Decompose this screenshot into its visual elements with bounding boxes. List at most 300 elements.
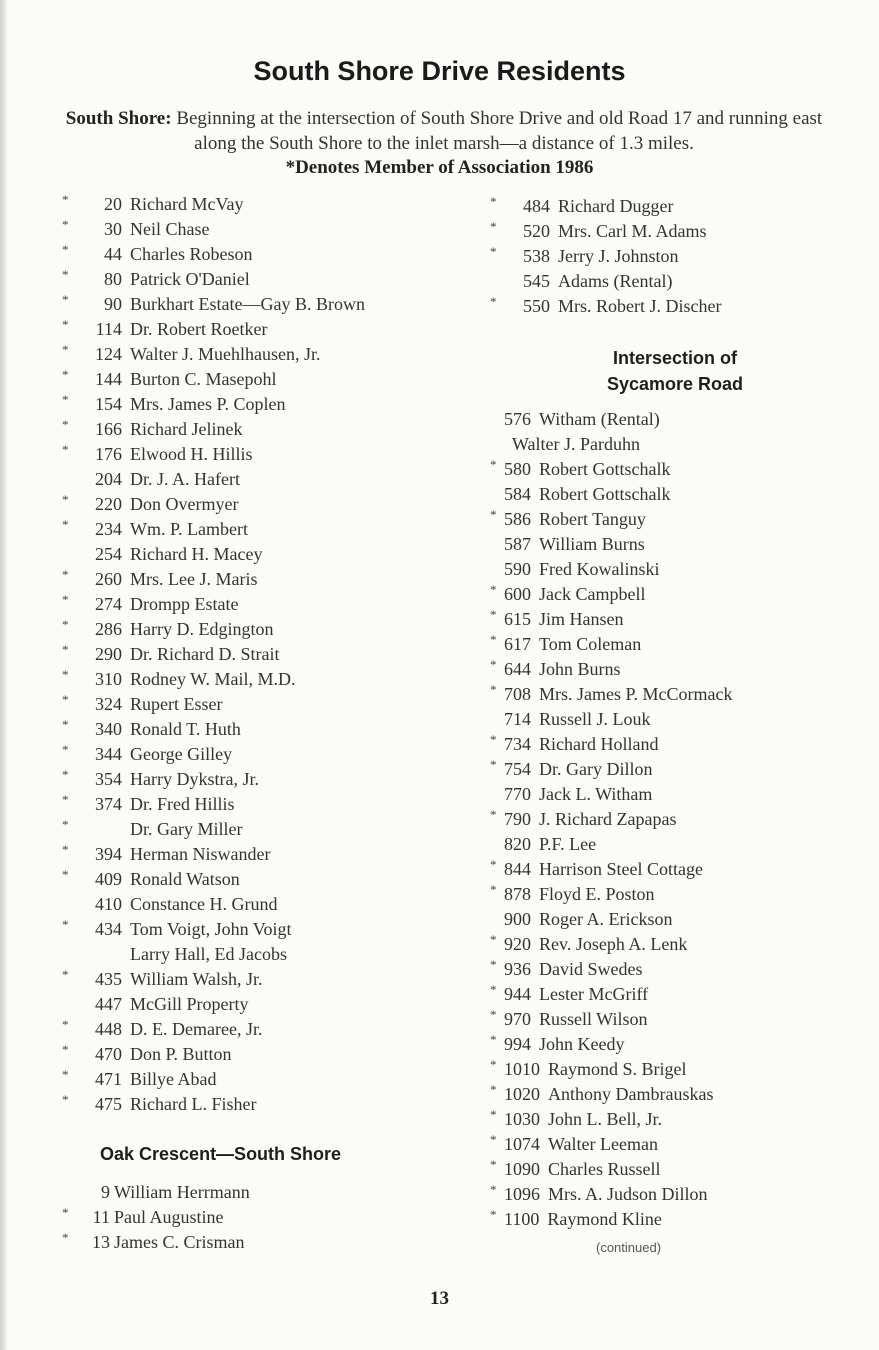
sycamore-heading-line1: Intersection of xyxy=(612,348,737,368)
resident-name: McGill Property xyxy=(130,994,249,1014)
house-number: 410 xyxy=(95,894,122,914)
member-star: * xyxy=(490,932,497,947)
member-star: * xyxy=(62,1042,69,1057)
member-star xyxy=(490,907,504,932)
resident-name: Mrs. James P. McCormack xyxy=(539,684,733,704)
resident-row xyxy=(62,617,442,642)
resident-name: Mrs. Robert J. Discher xyxy=(558,296,722,316)
resident-row xyxy=(62,1180,362,1205)
resident-name: Tom Voigt, John Voigt xyxy=(130,919,292,939)
resident-row xyxy=(62,342,442,367)
house-number: 144 xyxy=(95,369,122,389)
resident-row xyxy=(62,592,442,617)
resident-row xyxy=(62,1067,442,1092)
resident-row xyxy=(490,607,850,632)
house-number: 114 xyxy=(95,319,122,339)
resident-row xyxy=(62,742,442,767)
house-number: 1030 xyxy=(504,1109,540,1129)
house-number: 1100 xyxy=(504,1209,540,1229)
house-number: 260 xyxy=(95,569,122,589)
house-number: 770 xyxy=(504,784,531,804)
member-star: * xyxy=(490,194,497,209)
resident-row xyxy=(490,657,850,682)
resident-name: Neil Chase xyxy=(130,219,210,239)
member-star: * xyxy=(62,1230,69,1245)
resident-row xyxy=(490,269,850,294)
member-star: * xyxy=(490,1007,497,1022)
house-number: 617 xyxy=(504,634,531,654)
house-number: 484 xyxy=(523,196,550,216)
page-title: South Shore Drive Residents xyxy=(253,56,626,86)
house-number: 344 xyxy=(95,744,122,764)
member-star: * xyxy=(490,1082,497,1097)
resident-name: Elwood H. Hillis xyxy=(130,444,253,464)
member-star: * xyxy=(62,817,69,832)
member-legend: *Denotes Member of Association 1986 xyxy=(285,157,594,178)
resident-row xyxy=(490,782,850,807)
resident-name: Constance H. Grund xyxy=(130,894,278,914)
house-number: 447 xyxy=(95,994,122,1014)
resident-row xyxy=(62,692,442,717)
resident-name: John L. Bell, Jr. xyxy=(548,1109,663,1129)
house-number: 1074 xyxy=(504,1134,540,1154)
resident-name: Robert Gottschalk xyxy=(539,484,671,504)
oak-crescent-list xyxy=(62,1180,362,1255)
resident-row xyxy=(490,219,850,244)
house-number: 1010 xyxy=(504,1059,540,1079)
member-star: * xyxy=(490,1182,497,1197)
member-star xyxy=(62,992,76,1017)
resident-name: Jerry J. Johnston xyxy=(558,246,679,266)
house-number: 374 xyxy=(95,794,122,814)
house-number xyxy=(76,942,130,967)
oak-crescent-heading: Oak Crescent—South Shore xyxy=(100,1144,342,1164)
resident-row xyxy=(490,457,850,482)
resident-row xyxy=(490,294,850,319)
resident-row xyxy=(490,682,850,707)
member-star: * xyxy=(62,267,69,282)
resident-row xyxy=(62,967,442,992)
house-number: 820 xyxy=(504,834,531,854)
resident-name: George Gilley xyxy=(130,744,233,764)
resident-row xyxy=(490,482,850,507)
house-number: 994 xyxy=(504,1034,531,1054)
member-star: * xyxy=(62,617,69,632)
resident-row xyxy=(62,817,442,842)
resident-name: Charles Russell xyxy=(548,1159,661,1179)
member-star xyxy=(62,542,76,567)
member-star: * xyxy=(62,767,69,782)
member-star: * xyxy=(490,1207,497,1222)
resident-name: Don Overmyer xyxy=(130,494,239,514)
resident-name: P.F. Lee xyxy=(539,834,597,854)
house-number: 545 xyxy=(523,271,550,291)
member-star xyxy=(62,942,76,967)
left-resident-list xyxy=(62,192,442,1117)
resident-row xyxy=(490,1007,850,1032)
resident-name: Russell Wilson xyxy=(539,1009,648,1029)
member-star: * xyxy=(62,442,69,457)
resident-row xyxy=(62,717,442,742)
resident-name: Walter J. Parduhn xyxy=(512,434,641,454)
house-number: 11 xyxy=(92,1207,110,1227)
house-number: 471 xyxy=(95,1069,122,1089)
member-star: * xyxy=(490,682,497,697)
house-number: 286 xyxy=(95,619,122,639)
member-star: * xyxy=(490,1132,497,1147)
resident-name: Dr. Fred Hillis xyxy=(130,794,235,814)
resident-row xyxy=(490,557,850,582)
resident-name: Fred Kowalinski xyxy=(539,559,660,579)
resident-name: Richard Dugger xyxy=(558,196,674,216)
resident-name: William Burns xyxy=(539,534,645,554)
house-number: 13 xyxy=(92,1232,110,1252)
resident-row xyxy=(490,532,850,557)
house-number: 9 xyxy=(101,1182,110,1202)
resident-row xyxy=(62,1205,362,1230)
resident-row xyxy=(490,194,850,219)
resident-row xyxy=(62,767,442,792)
resident-row xyxy=(62,417,442,442)
resident-name: Richard Holland xyxy=(539,734,659,754)
resident-row xyxy=(62,367,442,392)
member-star: * xyxy=(490,732,497,747)
member-star xyxy=(490,532,504,557)
resident-name: Billye Abad xyxy=(130,1069,217,1089)
member-star: * xyxy=(62,842,69,857)
house-number: 520 xyxy=(523,221,550,241)
resident-row xyxy=(62,1042,442,1067)
resident-row xyxy=(490,1082,850,1107)
resident-row xyxy=(490,957,850,982)
resident-row xyxy=(62,392,442,417)
resident-name: James C. Crisman xyxy=(114,1232,245,1252)
resident-row xyxy=(490,1107,850,1132)
house-number: 538 xyxy=(523,246,550,266)
house-number: 844 xyxy=(504,859,531,879)
resident-row xyxy=(62,192,442,217)
resident-row xyxy=(62,992,442,1017)
member-star xyxy=(490,482,504,507)
member-star: * xyxy=(490,1057,497,1072)
resident-name: Ronald Watson xyxy=(130,869,240,889)
member-star: * xyxy=(62,717,69,732)
house-number: 900 xyxy=(504,909,531,929)
member-star: * xyxy=(490,582,497,597)
house-number: 234 xyxy=(95,519,122,539)
resident-name: Rev. Joseph A. Lenk xyxy=(539,934,688,954)
house-number: 1090 xyxy=(504,1159,540,1179)
member-star: * xyxy=(62,342,69,357)
house-number xyxy=(504,432,512,457)
resident-name: D. E. Demaree, Jr. xyxy=(130,1019,263,1039)
member-star: * xyxy=(62,292,69,307)
resident-name: J. Richard Zapapas xyxy=(539,809,677,829)
resident-name: Harry D. Edgington xyxy=(130,619,274,639)
resident-row xyxy=(490,1157,850,1182)
member-star: * xyxy=(490,632,497,647)
member-star: * xyxy=(62,792,69,807)
member-star: * xyxy=(490,457,497,472)
resident-name: Mrs. A. Judson Dillon xyxy=(548,1184,708,1204)
member-star xyxy=(62,467,76,492)
member-star: * xyxy=(490,757,497,772)
house-number: 1020 xyxy=(504,1084,540,1104)
resident-name: Walter J. Muehlhausen, Jr. xyxy=(130,344,321,364)
sycamore-heading xyxy=(560,345,790,397)
page-binding-edge xyxy=(0,0,7,1350)
resident-name: Russell J. Louk xyxy=(539,709,651,729)
member-star: * xyxy=(62,642,69,657)
member-star: * xyxy=(62,492,69,507)
member-star: * xyxy=(490,1157,497,1172)
house-number: 1096 xyxy=(504,1184,540,1204)
house-number: 274 xyxy=(95,594,122,614)
resident-name: Ronald T. Huth xyxy=(130,719,241,739)
house-number: 324 xyxy=(95,694,122,714)
member-star: * xyxy=(490,294,497,309)
member-star: * xyxy=(62,967,69,982)
resident-name: Jack Campbell xyxy=(539,584,646,604)
intro-label: South Shore: xyxy=(65,108,172,129)
resident-name: Dr. Gary Dillon xyxy=(539,759,653,779)
member-star xyxy=(62,892,76,917)
resident-row xyxy=(490,907,850,932)
member-star: * xyxy=(490,244,497,259)
house-number: 90 xyxy=(104,294,122,314)
member-star xyxy=(490,557,504,582)
member-star: * xyxy=(490,857,497,872)
house-number: 790 xyxy=(504,809,531,829)
resident-row xyxy=(490,832,850,857)
member-star: * xyxy=(62,1067,69,1082)
member-star: * xyxy=(490,657,497,672)
resident-row xyxy=(490,507,850,532)
resident-name: Dr. J. A. Hafert xyxy=(130,469,240,489)
resident-row xyxy=(62,492,442,517)
resident-row xyxy=(62,942,442,967)
resident-name: Harry Dykstra, Jr. xyxy=(130,769,259,789)
resident-name: Drompp Estate xyxy=(130,594,239,614)
resident-name: Harrison Steel Cottage xyxy=(539,859,703,879)
house-number: 204 xyxy=(95,469,122,489)
resident-row xyxy=(62,442,442,467)
house-number: 44 xyxy=(104,244,122,264)
resident-name: Tom Coleman xyxy=(539,634,642,654)
house-number: 254 xyxy=(95,544,122,564)
house-number: 615 xyxy=(504,609,531,629)
house-number: 154 xyxy=(95,394,122,414)
resident-name: Adams (Rental) xyxy=(558,271,673,291)
resident-name: Robert Tanguy xyxy=(539,509,646,529)
member-star: * xyxy=(490,882,497,897)
member-star: * xyxy=(62,367,69,382)
house-number: 944 xyxy=(504,984,531,1004)
right-resident-list xyxy=(490,194,850,319)
house-number: 644 xyxy=(504,659,531,679)
resident-row xyxy=(62,867,442,892)
resident-row xyxy=(62,1017,442,1042)
resident-name: Robert Gottschalk xyxy=(539,459,671,479)
sycamore-resident-list xyxy=(490,407,850,1232)
member-star: * xyxy=(62,392,69,407)
resident-name: Don P. Button xyxy=(130,1044,232,1064)
resident-name: David Swedes xyxy=(539,959,643,979)
resident-name: Jim Hansen xyxy=(539,609,624,629)
resident-row xyxy=(62,292,442,317)
intro-paragraph xyxy=(64,106,824,156)
resident-row xyxy=(62,217,442,242)
member-star: * xyxy=(490,219,497,234)
house-number: 714 xyxy=(504,709,531,729)
member-star: * xyxy=(490,957,497,972)
resident-name: Roger A. Erickson xyxy=(539,909,673,929)
resident-row xyxy=(490,732,850,757)
resident-name: Larry Hall, Ed Jacobs xyxy=(130,944,287,964)
resident-name: Walter Leeman xyxy=(548,1134,658,1154)
resident-row xyxy=(62,892,442,917)
member-star xyxy=(490,832,504,857)
resident-row xyxy=(490,1132,850,1157)
resident-row xyxy=(490,982,850,1007)
resident-name: Richard Jelinek xyxy=(130,419,243,439)
house-number: 434 xyxy=(95,919,122,939)
house-number: 394 xyxy=(95,844,122,864)
house-number: 176 xyxy=(95,444,122,464)
house-number: 550 xyxy=(523,296,550,316)
resident-name: Dr. Robert Roetker xyxy=(130,319,268,339)
resident-row xyxy=(490,407,850,432)
resident-name: Mrs. James P. Coplen xyxy=(130,394,286,414)
house-number: 30 xyxy=(104,219,122,239)
resident-row xyxy=(62,792,442,817)
resident-row xyxy=(490,932,850,957)
house-number: 936 xyxy=(504,959,531,979)
resident-name: Wm. P. Lambert xyxy=(130,519,248,539)
house-number: 920 xyxy=(504,934,531,954)
resident-row xyxy=(490,857,850,882)
member-star: * xyxy=(62,592,69,607)
member-star xyxy=(490,269,504,294)
resident-name: Paul Augustine xyxy=(114,1207,224,1227)
resident-name: Rupert Esser xyxy=(130,694,223,714)
resident-row xyxy=(62,842,442,867)
member-star: * xyxy=(490,982,497,997)
member-star: * xyxy=(62,242,69,257)
house-number: 754 xyxy=(504,759,531,779)
member-star: * xyxy=(62,192,69,207)
member-star: * xyxy=(62,692,69,707)
member-star: * xyxy=(62,1017,69,1032)
resident-name: Dr. Richard D. Strait xyxy=(130,644,280,664)
member-star xyxy=(490,707,504,732)
member-star: * xyxy=(490,807,497,822)
resident-name: Richard McVay xyxy=(130,194,244,214)
resident-row xyxy=(62,667,442,692)
house-number: 448 xyxy=(95,1019,122,1039)
resident-name: Patrick O'Daniel xyxy=(130,269,250,289)
house-number: 576 xyxy=(504,409,531,429)
house-number: 878 xyxy=(504,884,531,904)
house-number: 340 xyxy=(95,719,122,739)
resident-row xyxy=(490,757,850,782)
member-star: * xyxy=(62,317,69,332)
house-number: 310 xyxy=(95,669,122,689)
member-star: * xyxy=(62,417,69,432)
house-number: 734 xyxy=(504,734,531,754)
resident-row xyxy=(490,1207,850,1232)
continued-note: (continued) xyxy=(596,1240,662,1255)
resident-row xyxy=(62,917,442,942)
member-star: * xyxy=(490,1032,497,1047)
resident-row xyxy=(62,567,442,592)
house-number: 20 xyxy=(104,194,122,214)
member-star: * xyxy=(62,217,69,232)
house-number: 409 xyxy=(95,869,122,889)
house-number: 290 xyxy=(95,644,122,664)
resident-name: Mrs. Carl M. Adams xyxy=(558,221,707,241)
member-star: * xyxy=(490,507,497,522)
house-number xyxy=(76,817,130,842)
resident-row xyxy=(62,1230,362,1255)
member-star xyxy=(62,1180,76,1205)
member-star xyxy=(490,407,504,432)
intro-text: Beginning at the intersection of South Shore Drive and old Road 17 and running east along the South Shore to the inlet marsh—a distance of 1.3 miles. xyxy=(176,108,823,154)
resident-name: Raymond Kline xyxy=(547,1209,662,1229)
sycamore-heading-line2: Sycamore Road xyxy=(606,374,744,394)
resident-row xyxy=(62,242,442,267)
resident-name: William Walsh, Jr. xyxy=(130,969,263,989)
house-number: 166 xyxy=(95,419,122,439)
resident-name: Rodney W. Mail, M.D. xyxy=(130,669,296,689)
resident-name: Witham (Rental) xyxy=(539,409,660,429)
house-number: 470 xyxy=(95,1044,122,1064)
house-number: 584 xyxy=(504,484,531,504)
member-star: * xyxy=(62,1205,69,1220)
page-number: 13 xyxy=(430,1288,449,1309)
member-star: * xyxy=(490,607,497,622)
house-number: 708 xyxy=(504,684,531,704)
member-star: * xyxy=(62,867,69,882)
house-number: 586 xyxy=(504,509,531,529)
resident-name: Floyd E. Poston xyxy=(539,884,655,904)
resident-name: Dr. Gary Miller xyxy=(130,819,243,839)
member-star: * xyxy=(62,1092,69,1107)
resident-row xyxy=(490,432,850,457)
house-number: 220 xyxy=(95,494,122,514)
house-number: 587 xyxy=(504,534,531,554)
resident-row xyxy=(62,517,442,542)
resident-row xyxy=(490,632,850,657)
resident-name: William Herrmann xyxy=(114,1182,250,1202)
resident-row xyxy=(490,1057,850,1082)
house-number: 600 xyxy=(504,584,531,604)
resident-row xyxy=(62,642,442,667)
house-number: 435 xyxy=(95,969,122,989)
resident-row xyxy=(490,882,850,907)
resident-row xyxy=(62,267,442,292)
resident-row xyxy=(62,1092,442,1117)
resident-row xyxy=(490,1182,850,1207)
resident-name: Richard H. Macey xyxy=(130,544,263,564)
house-number: 354 xyxy=(95,769,122,789)
resident-name: John Keedy xyxy=(539,1034,625,1054)
member-star xyxy=(490,432,504,457)
resident-name: Anthony Dambrauskas xyxy=(548,1084,714,1104)
house-number: 580 xyxy=(504,459,531,479)
house-number: 80 xyxy=(104,269,122,289)
house-number: 124 xyxy=(95,344,122,364)
